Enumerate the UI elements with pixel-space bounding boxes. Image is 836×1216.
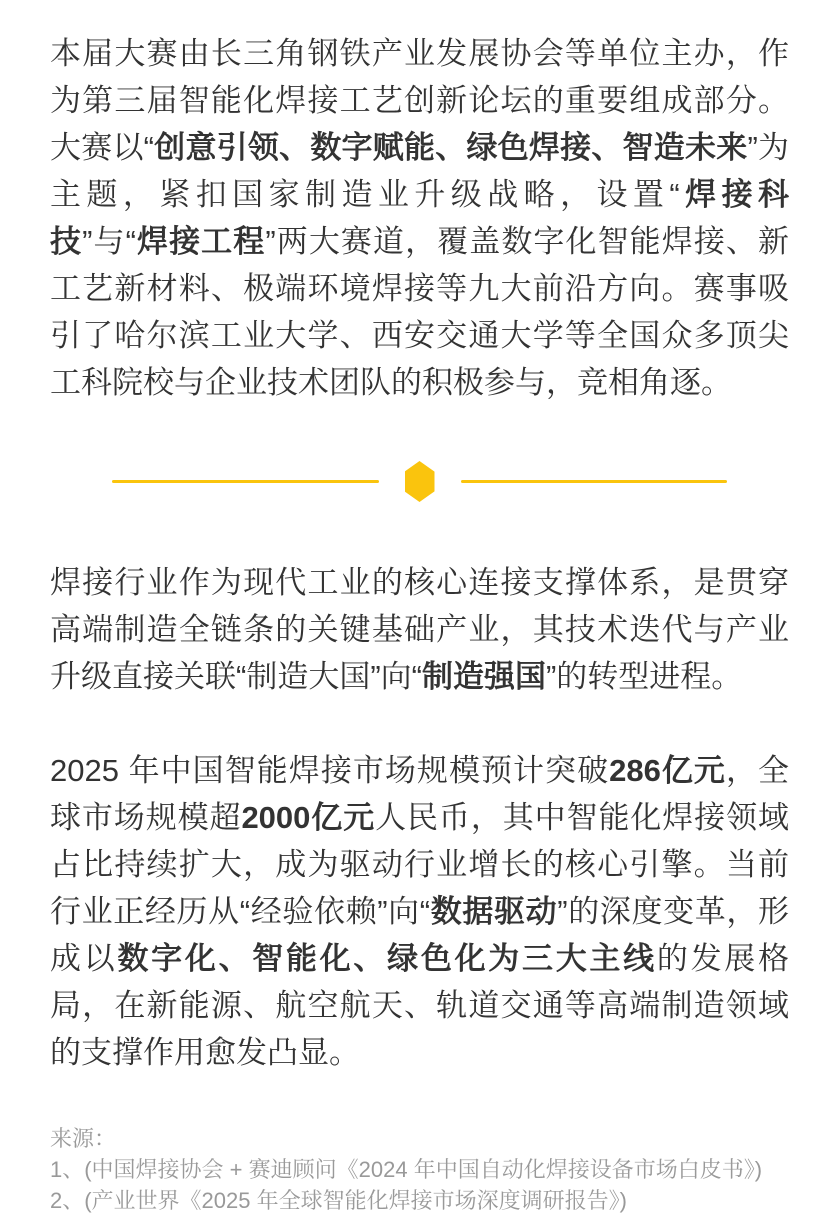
bold-text-segment: 数字化、智能化、绿色化为三大主线 [117, 941, 657, 976]
source-item-2: 2、(产业世界《2025 年全球智能化焊接市场深度调研报告》) [50, 1188, 627, 1213]
text-segment: 2025 年中国智能焊接市场规模预计突破 [50, 753, 610, 788]
divider-line-left [112, 480, 379, 483]
text-segment: 人民币，其中智能化焊接领域占比持续扩大，成为驱动行业增长的核心引擎。当前行业正经历从“经验依赖”向“ [50, 800, 789, 929]
bold-text-segment: 286亿元 [609, 753, 726, 788]
section-divider [112, 461, 727, 502]
text-segment: ，全球市场规模超 [50, 753, 789, 835]
paragraph-industry-position [50, 559, 789, 700]
text-segment: 本届大赛由长三角钢铁产业发展协会等单位主办，作为第三届智能化焊接工艺创新论坛的重要组成部分。大赛以“ [50, 36, 789, 165]
text-segment: ”与“ [82, 224, 136, 259]
hexagon-icon [405, 461, 435, 502]
text-segment: ”为主题，紧扣国家制造业升级战略，设置“ [50, 130, 789, 212]
bold-text-segment: 数据驱动 [430, 894, 558, 929]
bold-text-segment: 焊接科技 [50, 177, 790, 259]
bold-text-segment: 制造强国 [421, 659, 546, 694]
paragraph-market-size [50, 747, 789, 1076]
source-item-1: 1、(中国焊接协会 + 赛迪顾问《2024 年中国自动化焊接设备市场白皮书》) [50, 1157, 763, 1182]
text-segment: ”的转型进程。 [545, 659, 743, 694]
divider-line-right [461, 480, 728, 483]
bold-text-segment: 2000亿元 [241, 800, 376, 835]
source-label: 来源： [50, 1126, 117, 1151]
text-segment: 的发展格局，在新能源、航空航天、轨道交通等高端制造领域的支撑作用愈发凸显。 [50, 941, 790, 1070]
text-segment: 焊接行业作为现代工业的核心连接支撑体系，是贯穿高端制造全链条的关键基础产业，其技术迭代与产业升级直接关联“制造大国”向“ [50, 565, 789, 694]
source-section [50, 1123, 789, 1216]
bold-text-segment: 焊接工程 [135, 224, 266, 259]
text-segment: ”的深度变革，形成以 [50, 894, 790, 976]
bold-text-segment: 创意引领、数字赋能、绿色焊接、智造未来 [154, 130, 748, 165]
paragraph-competition-overview [50, 30, 789, 406]
text-segment: ”两大赛道，覆盖数字化智能焊接、新工艺新材料、极端环境焊接等九大前沿方向。赛事吸引了哈尔滨工业大学、西安交通大学等全国众多顶尖工科院校与企业技术团队的积极参与，竞相角逐。 [50, 224, 790, 400]
